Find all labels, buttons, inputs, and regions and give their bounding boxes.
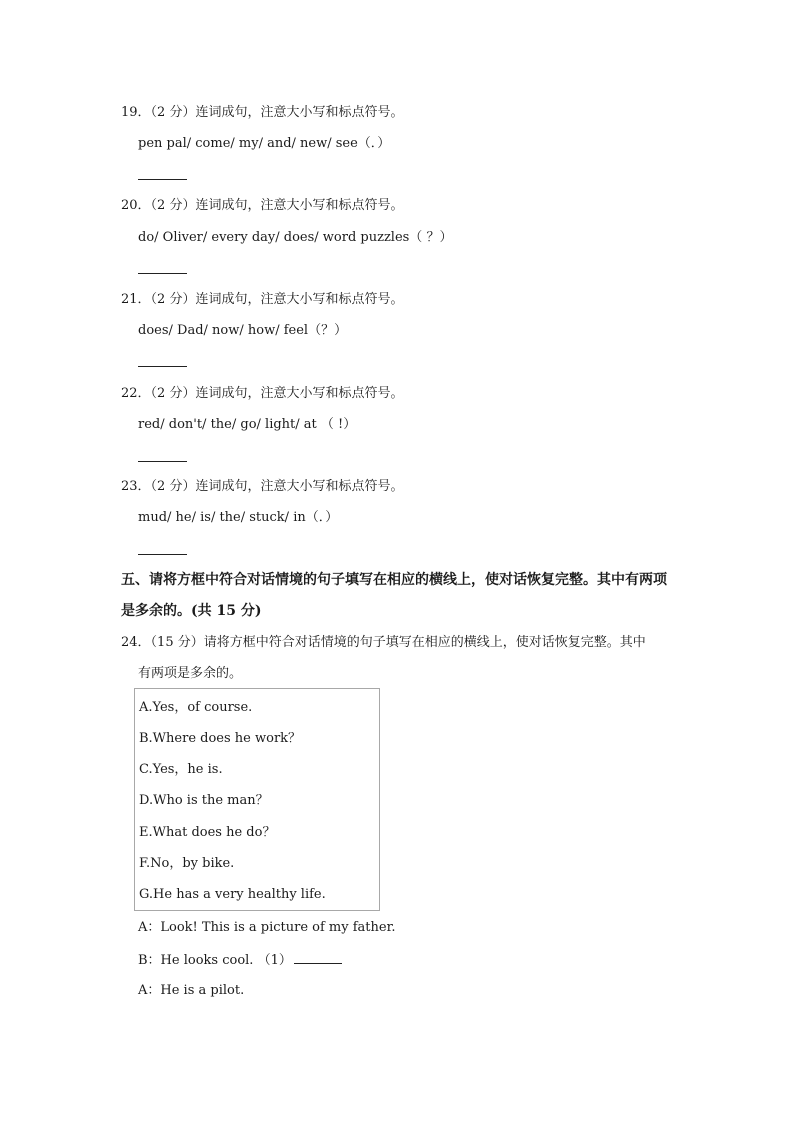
option-a: A.Yes，of course.	[139, 700, 253, 715]
option-g: G.He has a very healthy life.	[139, 887, 326, 902]
answer-blank-22[interactable]	[138, 461, 187, 462]
question-19-title: 19．（2 分）连词成句，注意大小写和标点符号。	[121, 105, 404, 120]
options-box	[134, 688, 380, 911]
dialogue-line-1	[138, 919, 396, 937]
question-22-words: red/ don't/ the/ go/ light/ at （ !）	[138, 417, 357, 432]
dialogue-text: A：He is a pilot.	[138, 983, 245, 998]
option-d: D.Who is the man？	[139, 793, 269, 808]
option-e: E.What does he do？	[139, 825, 276, 840]
dialogue-text: A：Look! This is a picture of my father.	[138, 920, 396, 935]
answer-blank-21[interactable]	[138, 366, 187, 367]
question-24-title-line2: 有两项是多余的。	[138, 666, 243, 681]
question-22-title: 22．（2 分）连词成句，注意大小写和标点符号。	[121, 386, 404, 401]
answer-blank-20[interactable]	[138, 273, 187, 274]
question-20-words: do/ Oliver/ every day/ does/ word puzzles（ ？）	[138, 230, 453, 245]
section-5-heading-line1: 五、请将方框中符合对话情境的句子填写在相应的横线上，使对话恢复完整。其中有两项	[121, 572, 667, 588]
dialogue-answer-blank-1[interactable]	[294, 950, 342, 964]
question-19-words: pen pal/ come/ my/ and/ new/ see（．）	[138, 136, 391, 151]
question-20-title: 20．（2 分）连词成句，注意大小写和标点符号。	[121, 198, 404, 213]
dialogue-text: B：He looks cool. （1）	[138, 953, 292, 968]
answer-blank-19[interactable]	[138, 179, 187, 180]
question-21-words: does/ Dad/ now/ how/ feel（？）	[138, 323, 348, 338]
question-23-title: 23．（2 分）连词成句，注意大小写和标点符号。	[121, 479, 404, 494]
section-5-heading-line2: 是多余的。(共 15 分)	[121, 603, 262, 619]
answer-blank-23[interactable]	[138, 554, 187, 555]
question-24-title-line1: 24．（15 分）请将方框中符合对话情境的句子填写在相应的横线上，使对话恢复完整。其中	[121, 635, 646, 650]
option-c: C.Yes，he is.	[139, 762, 223, 777]
dialogue-line-2	[138, 950, 342, 970]
question-23-words: mud/ he/ is/ the/ stuck/ in（．）	[138, 510, 339, 525]
option-f: F.No，by bike.	[139, 856, 235, 871]
question-21-title: 21．（2 分）连词成句，注意大小写和标点符号。	[121, 292, 404, 307]
option-b: B.Where does he work？	[139, 731, 302, 746]
dialogue-line-3	[138, 982, 244, 1000]
